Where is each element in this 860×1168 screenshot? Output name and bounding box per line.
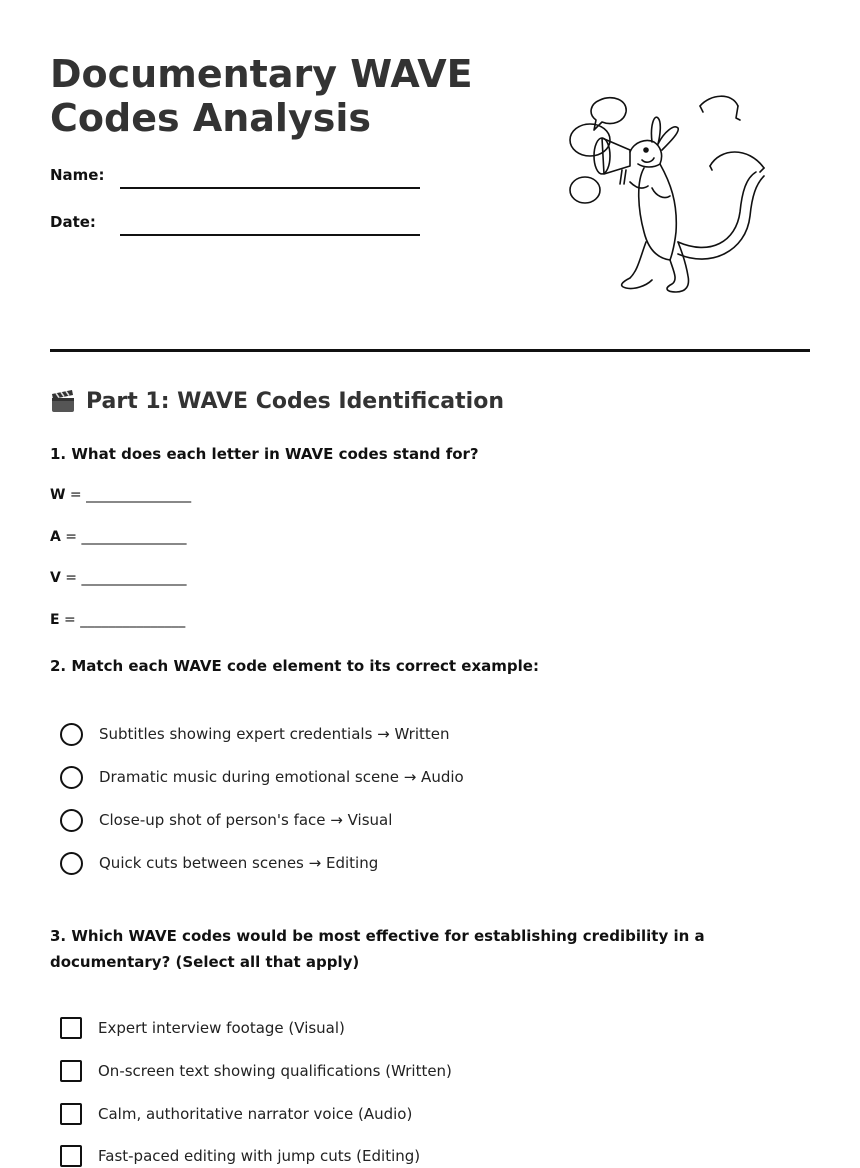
option-label: Close-up shot of person's face → Visual: [99, 811, 393, 829]
radio-option[interactable]: [60, 808, 392, 832]
question-3: 3. Which WAVE codes would be most effective for establishing credibility in a documentary? (Select all that apply): [50, 927, 705, 971]
radio-option[interactable]: [60, 851, 378, 875]
radio-button[interactable]: [60, 852, 83, 875]
radio-option[interactable]: [60, 765, 464, 789]
blank-line-v: = _______________: [60, 570, 187, 586]
name-field[interactable]: [120, 187, 420, 189]
option-label: On-screen text showing qualifications (Written): [98, 1062, 452, 1080]
header-divider: [50, 349, 810, 352]
section-heading: [50, 388, 504, 414]
question-1: 1. What does each letter in WAVE codes stand for?: [50, 445, 479, 463]
checkbox[interactable]: [60, 1017, 82, 1039]
letter-v: V: [50, 570, 61, 586]
letter-w: W: [50, 487, 66, 503]
blank-line-w: = _______________: [65, 487, 192, 503]
kangaroo-megaphone-illustration: [560, 92, 775, 302]
option-label: Fast-paced editing with jump cuts (Editing): [98, 1147, 421, 1165]
blank-v[interactable]: [50, 570, 186, 586]
name-label: Name:: [50, 166, 105, 184]
page-title-line-2: Codes Analysis: [50, 96, 371, 140]
checkbox-option[interactable]: [60, 1059, 452, 1083]
radio-button[interactable]: [60, 809, 83, 832]
radio-option[interactable]: [60, 722, 450, 746]
checkbox[interactable]: [60, 1145, 82, 1167]
blank-w[interactable]: [50, 487, 191, 503]
letter-e: E: [50, 612, 60, 628]
clapperboard-icon: [50, 388, 76, 414]
radio-button[interactable]: [60, 766, 83, 789]
option-label: Subtitles showing expert credentials → Written: [99, 725, 450, 743]
blank-line-a: = _______________: [60, 529, 187, 545]
checkbox-option[interactable]: [60, 1102, 412, 1126]
section-title: Part 1: WAVE Codes Identification: [86, 388, 504, 414]
question-2: 2. Match each WAVE code element to its correct example:: [50, 657, 539, 675]
page-title: [50, 52, 510, 140]
blank-line-e: = _______________: [59, 612, 186, 628]
letter-a: A: [50, 529, 61, 545]
date-label: Date:: [50, 213, 96, 231]
checkbox[interactable]: [60, 1060, 82, 1082]
date-field[interactable]: [120, 234, 420, 236]
option-label: Calm, authoritative narrator voice (Audio): [98, 1105, 413, 1123]
blank-e[interactable]: [50, 612, 185, 628]
option-label: Quick cuts between scenes → Editing: [99, 854, 379, 872]
option-label: Expert interview footage (Visual): [98, 1019, 345, 1037]
option-label: Dramatic music during emotional scene → Audio: [99, 768, 464, 786]
checkbox[interactable]: [60, 1103, 82, 1125]
blank-a[interactable]: [50, 529, 186, 545]
checkbox-option[interactable]: [60, 1016, 345, 1040]
radio-button[interactable]: [60, 723, 83, 746]
checkbox-option[interactable]: [60, 1144, 420, 1168]
page-title-line-1: Documentary WAVE: [50, 52, 473, 96]
